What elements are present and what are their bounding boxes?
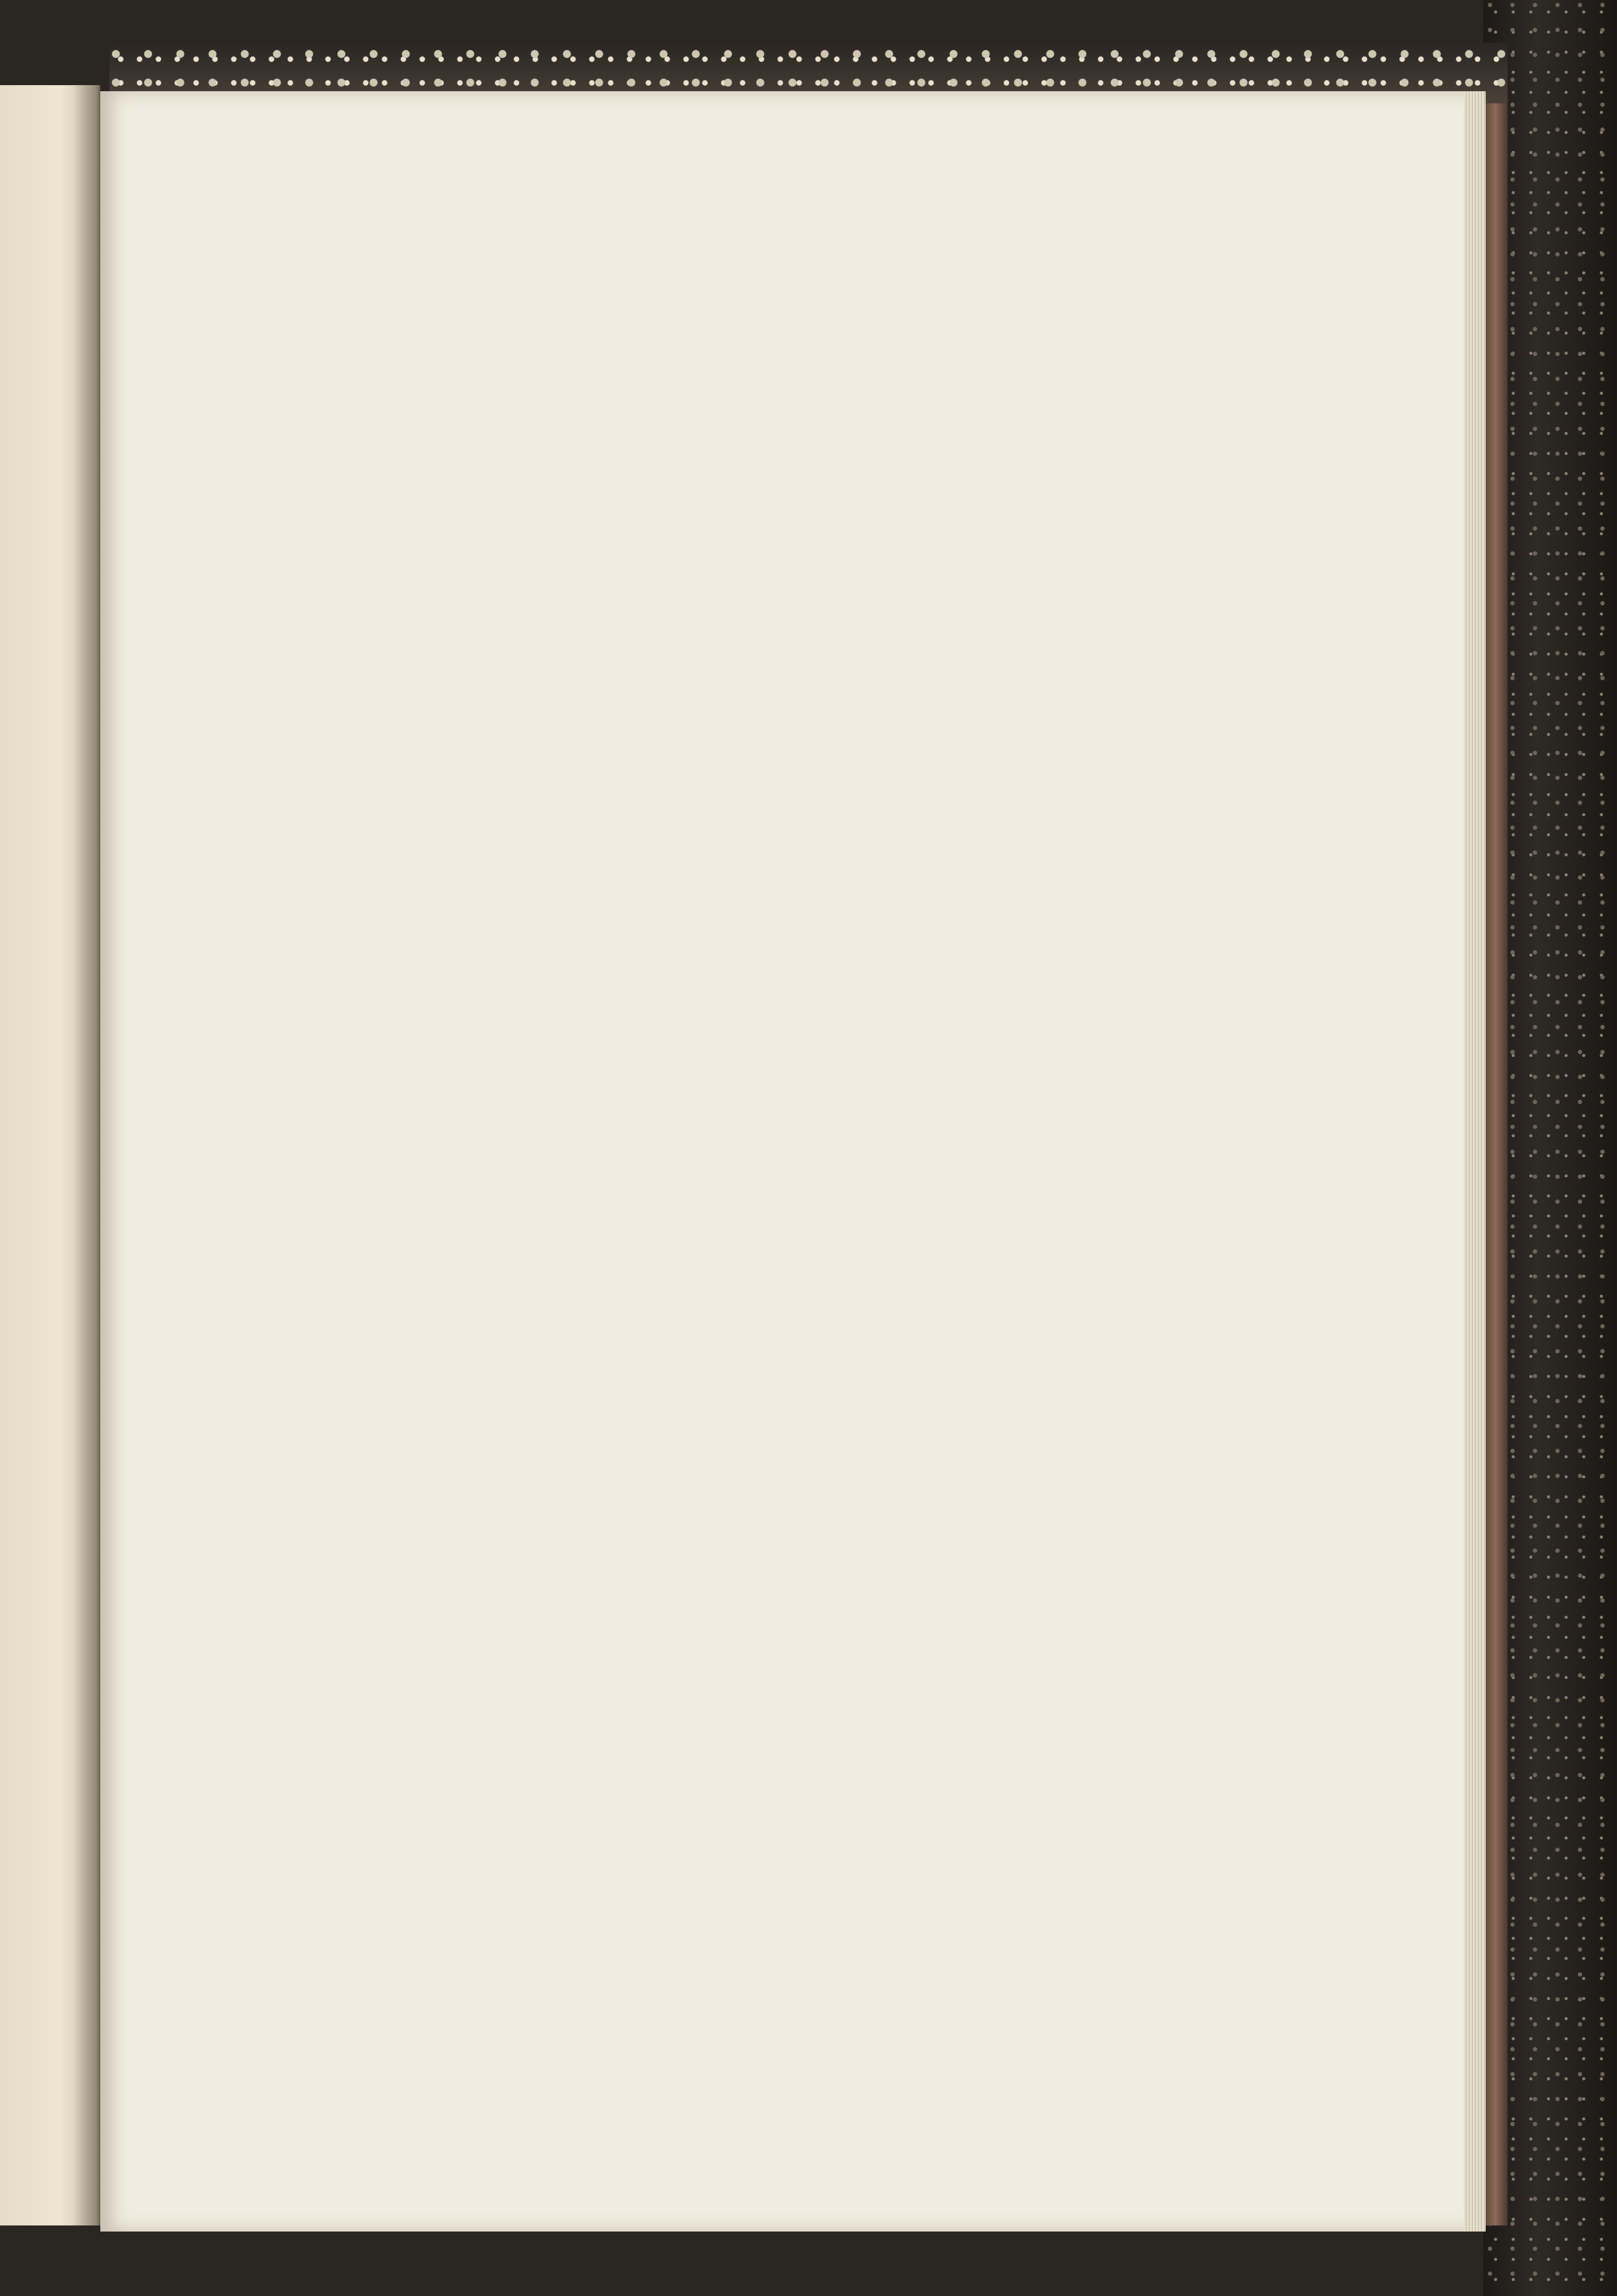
- book-page: [100, 91, 1483, 2232]
- page-fore-edge: [1464, 91, 1486, 2232]
- book-board-edge: [1483, 97, 1508, 2225]
- gutter-shadow: [73, 85, 100, 2225]
